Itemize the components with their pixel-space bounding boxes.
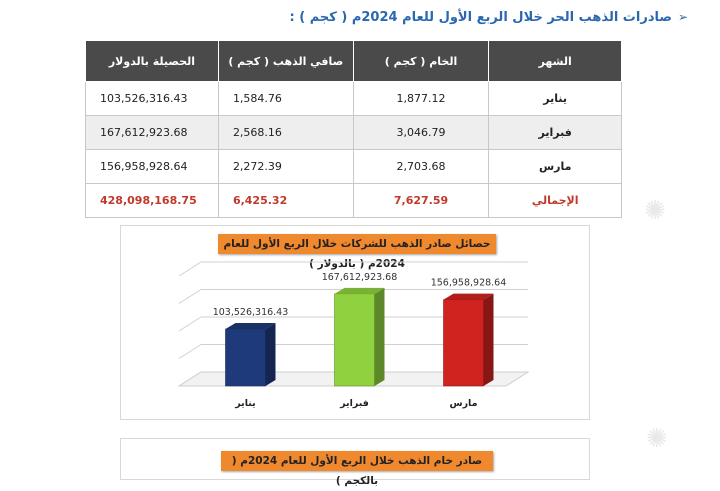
data-label: 167,612,923.68 [321, 271, 398, 283]
row-raw: 2,703.68 [353, 150, 489, 184]
bar-side [484, 294, 494, 386]
header-month: الشهر [489, 41, 622, 82]
row-raw: 3,046.79 [353, 116, 489, 150]
chart-title: حصائل صادر الذهب للشركات خلال الربع الأول للعام 2024م ( بالدولار ) [218, 234, 496, 254]
watermark-sun-icon: ✺ [646, 424, 668, 454]
proceeds-chart [120, 225, 590, 420]
bar-side [266, 323, 276, 386]
raw-gold-chart [120, 438, 590, 487]
grid-line-side [179, 345, 201, 359]
bar [226, 329, 266, 386]
total-proceeds: 428,098,168.75 [86, 184, 219, 218]
data-label: 156,958,928.64 [430, 277, 507, 289]
category-label: مارس [449, 398, 478, 409]
grid-line-side [179, 262, 201, 276]
heading-text: صادرات الذهب الحر خلال الربع الأول للعام 2024م ( كجم ) : [289, 9, 672, 25]
row-month: مارس [489, 150, 622, 184]
gold-exports-table [85, 40, 622, 218]
row-month: فبراير [489, 116, 622, 150]
category-label: يناير [235, 398, 256, 409]
header-proceeds: الحصيلة بالدولار [86, 41, 219, 82]
chart2-title: صادر خام الذهب خلال الربع الأول للعام 2024م ( بالكجم ) [221, 451, 493, 471]
total-net: 6,425.32 [218, 184, 353, 218]
table-total-row [86, 184, 622, 218]
total-raw: 7,627.59 [353, 184, 489, 218]
row-net: 1,584.76 [218, 82, 353, 116]
grid-line-side [179, 290, 201, 304]
row-net: 2,568.16 [218, 116, 353, 150]
row-proceeds: 156,958,928.64 [86, 150, 219, 184]
data-label: 103,526,316.43 [212, 307, 289, 319]
section-heading [88, 6, 688, 28]
row-proceeds: 167,612,923.68 [86, 116, 219, 150]
bar [444, 300, 484, 386]
row-proceeds: 103,526,316.43 [86, 82, 219, 116]
row-net: 2,272.39 [218, 150, 353, 184]
bar-side [375, 288, 385, 386]
table-header-row [86, 41, 622, 82]
grid-line-side [179, 317, 201, 331]
header-net: صافي الذهب ( كجم ) [218, 41, 353, 82]
chart-canvas [121, 226, 589, 419]
table-row [86, 116, 622, 150]
bar [335, 294, 375, 386]
total-label: الإجمالي [489, 184, 622, 218]
table-row [86, 82, 622, 116]
header-raw: الخام ( كجم ) [353, 41, 489, 82]
arrow-icon: ➢ [677, 10, 688, 24]
row-raw: 1,877.12 [353, 82, 489, 116]
watermark-sun-icon: ✺ [644, 196, 666, 226]
category-label: فبراير [340, 398, 369, 409]
table-row [86, 150, 622, 184]
row-month: يناير [489, 82, 622, 116]
